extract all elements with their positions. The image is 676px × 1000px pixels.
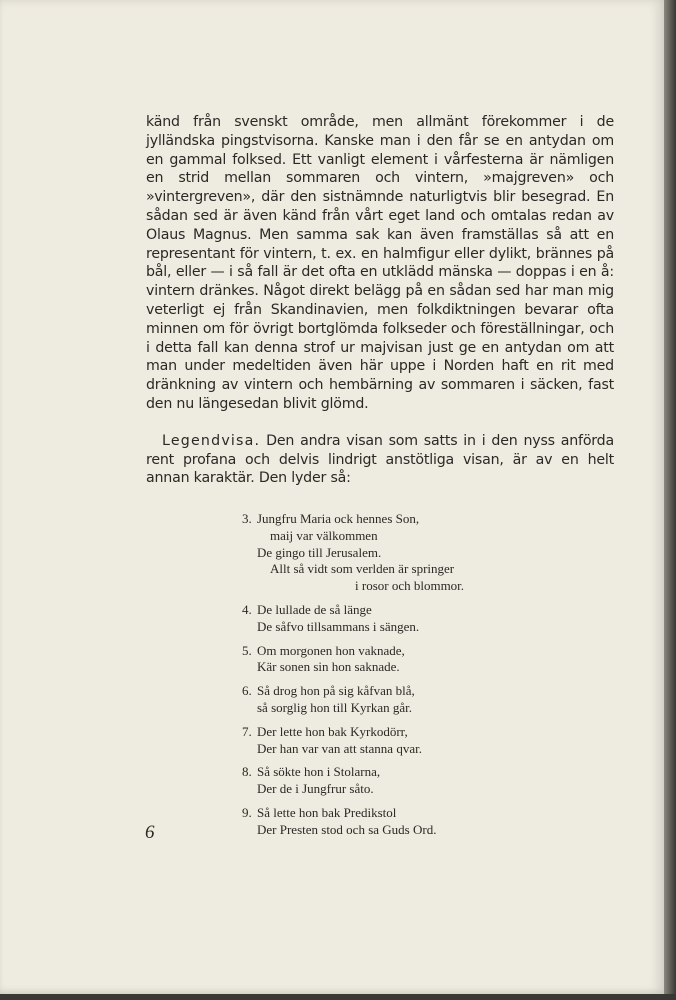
paragraph-2 <box>146 432 614 488</box>
stanza-number: 5. <box>242 642 252 658</box>
verse-line: De lullade de så länge <box>257 601 372 617</box>
verse-line: Der de i Jungfrur såto. <box>257 781 374 797</box>
verse-line: Der Presten stod och sa Guds Ord. <box>257 821 437 837</box>
page-edge-shadow <box>664 0 676 1000</box>
verse-line: De gingo till Jerusalem. <box>257 544 382 560</box>
stanza-number: 6. <box>242 683 252 699</box>
stanza-number: 3. <box>242 511 252 526</box>
verse-line: Allt så vidt som verlden är springer <box>270 561 455 577</box>
body-text <box>146 113 614 488</box>
stanza-7 <box>242 724 522 758</box>
stanza-5 <box>242 643 522 677</box>
verse-line: De såfvo tillsammans i sängen. <box>257 618 420 634</box>
verse-line: så sorglig hon till Kyrkan går. <box>257 699 413 715</box>
verse-line: Der han var van att stanna qvar. <box>257 740 422 756</box>
stanza-number: 4. <box>242 601 252 617</box>
section-heading: Legendvisa. <box>162 432 261 449</box>
paragraph-1: känd från svenskt område, men allmänt förekommer i de jylländska pingstvisorna. Kanske man i den får se en antydan om en gammal folksed. Ett vanligt element i vårfesterna är nämligen en strid mellan sommaren och vintern, »majgreven» och »vintergreven», där den sistnämnde naturligtvis blir besegrad. En sådan sed är även känd från vårt eget land och omtalas redan av Olaus Magnus. Men samma sak kan även framställas så att en representant för vintern, t. ex. en halmfigur eller dylikt, brännes på bål, eller — i så fall är det ofta en utklädd mänska — doppas i en å: vintern dränkes. Något direkt belägg på en sådan sed har man mig veterligt ej från Skandinavien, men folkdiktningen bevarar ofta minnen om för övrigt bortglömda folkseder och föreställningar, och i detta fall kan denna strof ur majvisan just ge en antydan om att man under medeltiden även här uppe i Norden haft en rit med dränkning av vintern och hembärning av sommaren i säcken, fast den nu längesedan blivit glömd. <box>146 114 614 412</box>
verse-line: Så drog hon på sig kåfvan blå, <box>257 683 415 699</box>
stanza-number: 8. <box>242 764 252 780</box>
stanza-number: 9. <box>242 804 252 820</box>
stanza-number: 7. <box>242 723 252 739</box>
stanza-4 <box>242 602 522 636</box>
stanza-6 <box>242 683 522 717</box>
verse-line: Kär sonen sin hon saknade. <box>257 659 400 675</box>
page-bottom-edge <box>0 994 676 1000</box>
paragraph-2-text: Den andra visan som satts in i den nyss anförda rent profana och delvis lindrigt anstötliga visan, är av en helt annan karaktär. Den lyder så: <box>146 432 614 487</box>
verse-line: i rosor och blommor. <box>355 578 465 594</box>
verse-line: Jungfru Maria ock hennes Son, <box>257 511 420 526</box>
verse-line: Så sökte hon i Stolarna, <box>257 764 381 780</box>
verse-line: maij var välkommen <box>270 527 378 543</box>
stanza-9 <box>242 805 522 839</box>
verse-line: Så lette hon bak Predikstol <box>257 804 397 820</box>
stanza-8 <box>242 764 522 798</box>
page-number: 6 <box>145 822 155 843</box>
verse-line: Der lette hon bak Kyrkodörr, <box>257 723 408 739</box>
verse-line: Om morgonen hon vaknade, <box>257 642 405 658</box>
legend-verse <box>242 511 522 846</box>
stanza-3 <box>242 511 522 595</box>
